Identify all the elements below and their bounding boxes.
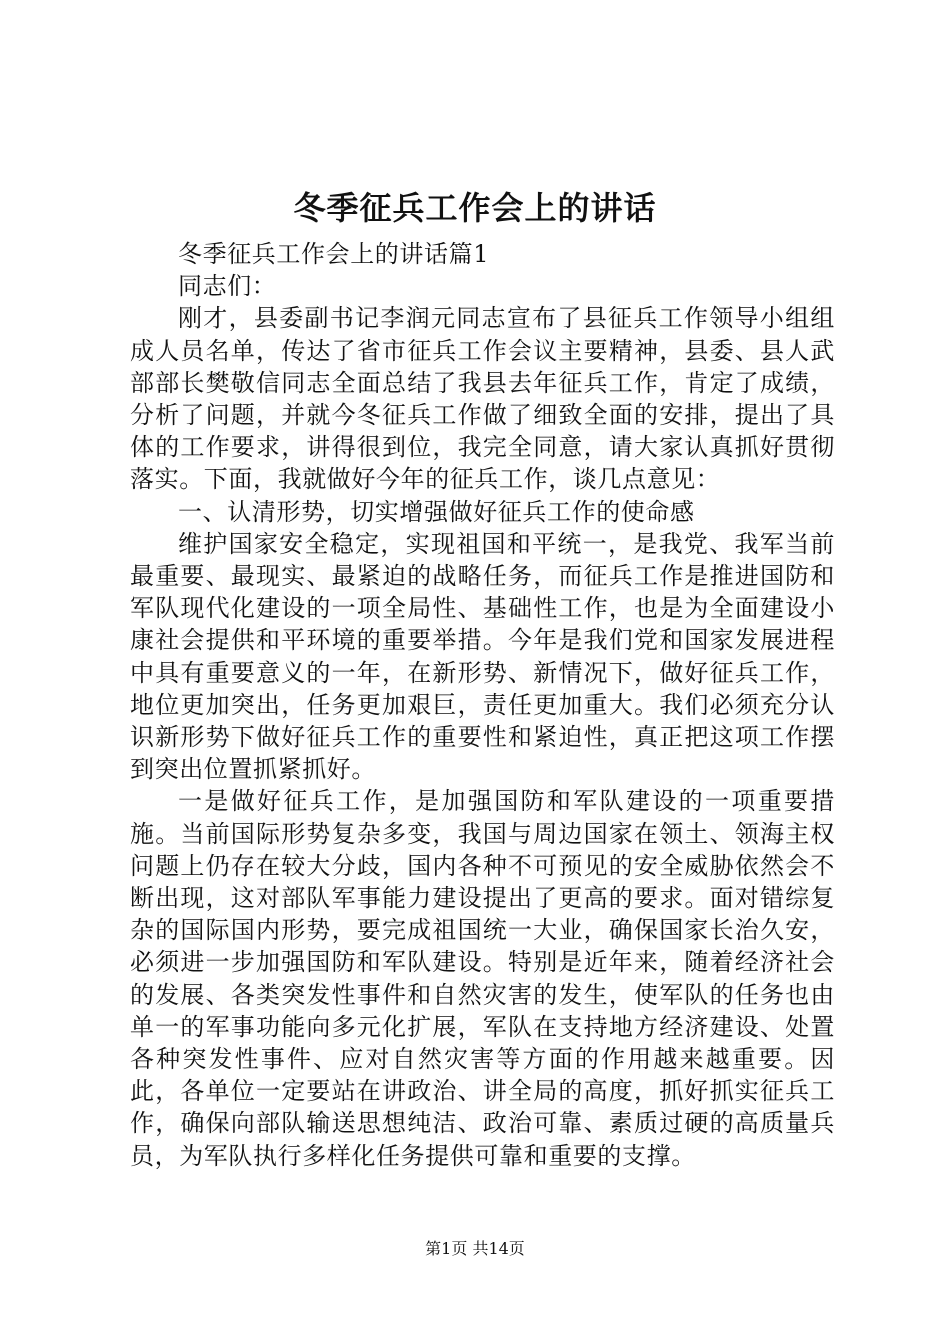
page-number-footer: 第1页 共14页 <box>425 1239 525 1258</box>
section-heading: 一、认清形势，切实增强做好征兵工作的使命感 <box>178 497 695 526</box>
paragraph-intro: 刚才，县委副书记李润元同志宣布了县征兵工作领导小组组成人员名单，传达了省市征兵工作会议主要精神，县委、县人武部部长樊敬信同志全面总结了我县去年征兵工作，肯定了成绩，分析了问题，并就今冬征兵工作做了细致全面的安排，提出了具体的工作要求，讲得很到位，我完全同意，请大家认真抓好贯彻落实。下面，我就做好今年的征兵工作，谈几点意见： <box>130 304 835 494</box>
paragraph-body: 一是做好征兵工作，是加强国防和军队建设的一项重要措施。当前国际形势复杂多变，我国与周边国家在领土、领海主权问题上仍存在较大分歧，国内各种不可预见的安全威胁依然会不断出现，这对部队军事能力建设提出了更高的要求。面对错综复杂的国际国内形势，要完成祖国统一大业，确保国家长治久安，必须进一步加强国防和军队建设。特别是近年来，随着经济社会的发展、各类突发性事件和自然灾害的发生，使军队的任务也由单一的军事功能向多元化扩展，军队在支持地方经济建设、处置各种突发性事件、应对自然灾害等方面的作用越来越重要。因此，各单位一定要站在讲政治、讲全局的高度，抓好抓实征兵工作，确保向部队输送思想纯洁、政治可靠、素质过硬的高质量兵员，为军队执行多样化任务提供可靠和重要的支撑。 <box>130 787 835 1170</box>
paragraph-subtitle: 冬季征兵工作会上的讲话篇1 <box>178 240 490 268</box>
paragraph-body: 维护国家安全稳定，实现祖国和平统一，是我党、我军当前最重要、最现实、最紧迫的战略任务，而征兵工作是推进国防和军队现代化建设的一项全局性、基础性工作，也是为全面建设小康社会提供和平环境的重要举措。今年是我们党和国家发展进程中具有重要意义的一年，在新形势、新情况下，做好征兵工作，地位更加突出，任务更加艰巨，责任更加重大。我们必须充分认识新形势下做好征兵工作的重要性和紧迫性，真正把这项工作摆到突出位置抓紧抓好。 <box>130 529 835 784</box>
document-body <box>130 238 835 1172</box>
paragraph-salutation: 同志们： <box>178 272 277 301</box>
document-title: 冬季征兵工作会上的讲话 <box>293 189 657 227</box>
